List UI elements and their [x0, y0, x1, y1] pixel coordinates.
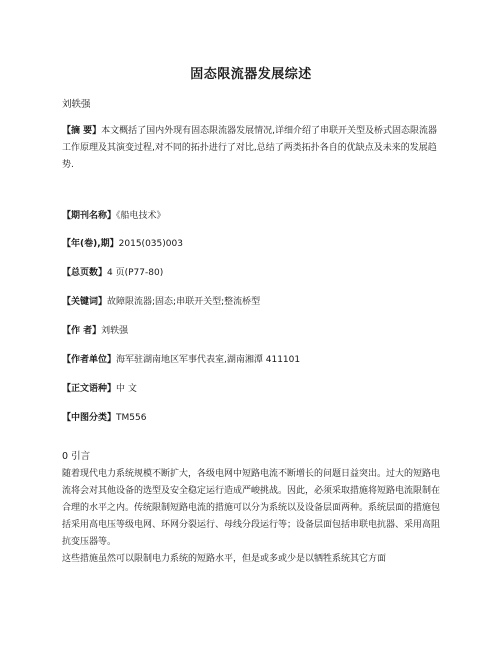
field-value: 2015(035)003	[118, 239, 183, 249]
field-affiliation	[62, 352, 300, 365]
field-label: 【年(卷),期】	[62, 239, 119, 249]
body-paragraph: 随着现代电力系统规模不断扩大，各级电网中短路电流不断增长的问题日益突出。过大的短路电流将会对其他设备的选型及安全稳定运行造成严峻挑战。因此，必须采取措施将短路电流限制在合理的水平之内。传统限制短路电流的措施可以分为系统以及设备层面两种。系统层面的措施包括采用高电压等级电网、环网分裂运行、母线分段运行等；设备层面包括串联电抗器、采用高阻抗变压器等。	[62, 469, 441, 547]
field-year-volume	[62, 236, 183, 249]
field-label: 【总页数】	[62, 268, 108, 278]
author-line: 刘轶强	[62, 99, 91, 110]
field-classification	[62, 410, 146, 423]
field-value: TM556	[116, 413, 147, 423]
body-paragraph: 这些措施虽然可以限制电力系统的短路水平，但是或多或少是以牺牲系统其它方面	[62, 554, 387, 564]
field-label: 【作者单位】	[62, 355, 117, 365]
field-label: 【中图分类】	[62, 413, 117, 423]
field-journal	[62, 208, 166, 221]
field-label: 【作 者】	[62, 326, 102, 336]
field-label: 【关键词】	[62, 297, 108, 307]
field-value: 《船电技术》	[116, 211, 166, 221]
field-label: 【正文语种】	[62, 384, 117, 394]
abstract-text: 本文概括了国内外现有固态限流器发展情况,详细介绍了串联开关型及桥式固态限流器工作原理及其演变过程,对不同的拓扑进行了对比,总结了两类拓扑各自的优缺点及未来的发展趋势.	[62, 126, 438, 170]
field-keywords	[62, 294, 260, 307]
field-pages	[62, 265, 163, 278]
field-value: 故障限流器;固态;串联开关型;整流桥型	[107, 297, 261, 307]
field-value: 海军驻湖南地区军事代表室,湖南湘潭 411101	[116, 355, 301, 365]
field-value: 刘轶强	[101, 326, 129, 336]
abstract-label: 【摘 要】	[62, 126, 102, 136]
field-value: 4 页(P77-80)	[107, 268, 164, 278]
section-heading: 0 引言	[62, 451, 91, 462]
field-value: 中 文	[116, 384, 137, 394]
document-title: 固态限流器发展综述	[190, 67, 312, 82]
abstract-block	[62, 123, 440, 174]
body-text	[62, 466, 440, 568]
field-author	[62, 323, 128, 336]
field-label: 【期刊名称】	[62, 211, 117, 221]
field-language	[62, 381, 137, 394]
